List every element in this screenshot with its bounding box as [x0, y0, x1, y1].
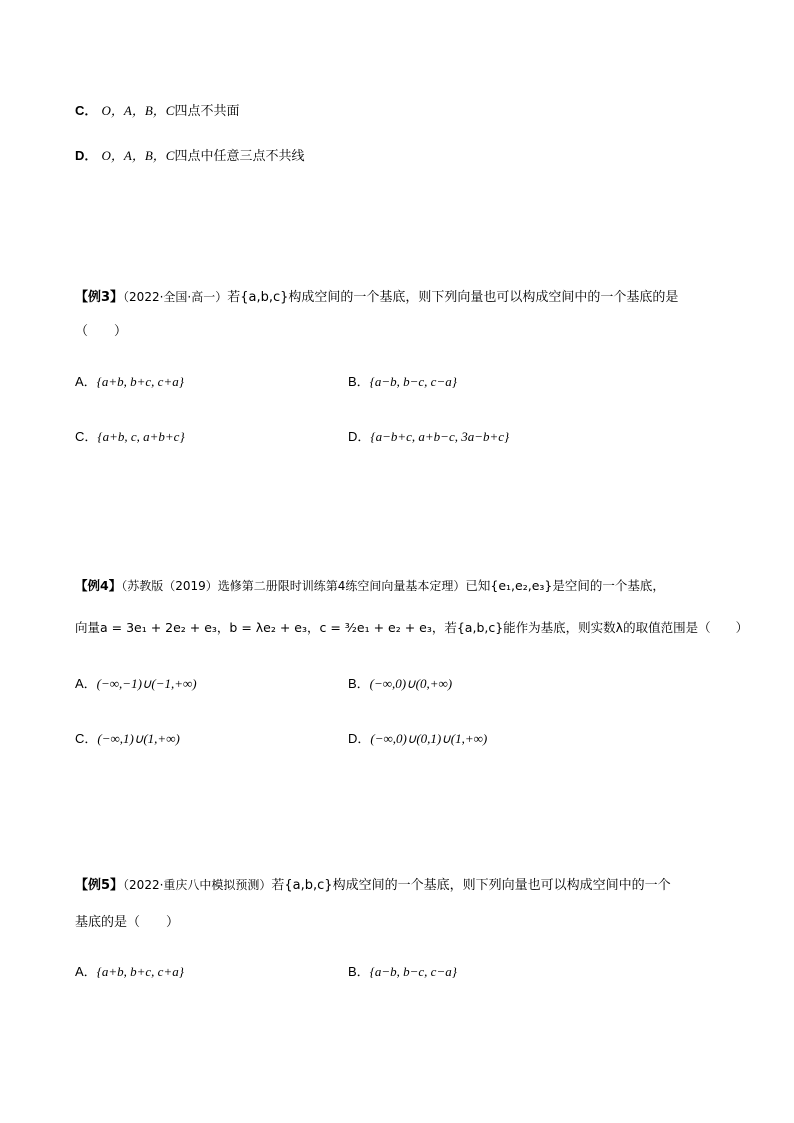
example-stem-text: 若{a,b,c}构成空间的一个基底，则下列向量也可以构成空间中的一个 [271, 878, 671, 893]
example4-option-c [75, 729, 180, 750]
option-letter: A． [75, 374, 97, 389]
option-expr: (−∞,0)∪(0,+∞) [369, 676, 453, 691]
example-tag: 【例4】 [75, 578, 122, 593]
option-text: 四点中任意三点不共线 [174, 149, 305, 164]
example4-stem-cont [75, 618, 748, 638]
option-c-prev [75, 101, 240, 122]
option-letter: D． [75, 148, 98, 163]
option-letter: C． [75, 429, 98, 444]
option-letter: D． [348, 731, 371, 746]
option-d-prev [75, 146, 305, 167]
option-letter: B． [348, 676, 370, 691]
option-letter: C． [75, 103, 98, 118]
example5-option-a [75, 962, 184, 983]
option-text: 四点不共面 [174, 104, 240, 119]
option-letter: A． [75, 676, 97, 691]
option-letter: A． [75, 964, 97, 979]
option-points: O，A，B，C [101, 148, 175, 163]
example4-stem [75, 576, 665, 596]
answer-blank: （ ） [75, 324, 128, 339]
example3-stem-cont [75, 322, 127, 342]
example4-option-a [75, 674, 197, 695]
option-expr: (−∞,1)∪(1,+∞) [97, 731, 180, 746]
example5-stem [75, 875, 671, 896]
example5-stem-cont [75, 913, 179, 933]
option-letter: B． [348, 964, 370, 979]
example4-option-d [348, 729, 487, 750]
option-expr: {a+b, b+c, c+a} [96, 964, 184, 979]
example-source: （2022·重庆八中模拟预测） [123, 878, 272, 892]
option-expr: (−∞,−1)∪(−1,+∞) [96, 676, 197, 691]
example3-option-c [75, 427, 185, 448]
example-stem-text: 若{a,b,c}构成空间的一个基底，则下列向量也可以构成空间中的一个基底的是 [227, 290, 679, 305]
option-expr: {a+b, c, a+b+c} [97, 429, 185, 444]
option-expr: (−∞,0)∪(0,1)∪(1,+∞) [370, 731, 488, 746]
example-tag: 【例5】 [75, 878, 124, 893]
example3-option-d [348, 427, 509, 448]
option-expr: {a+b, b+c, c+a} [96, 374, 184, 389]
example5-option-b [348, 962, 457, 983]
example3-stem [75, 287, 678, 308]
option-letter: B． [348, 374, 370, 389]
option-expr: {a−b+c, a+b−c, 3a−b+c} [370, 429, 510, 444]
option-letter: D． [348, 429, 371, 444]
example-source: （2022·全国·高一） [123, 290, 228, 304]
option-letter: C． [75, 731, 98, 746]
example3-option-b [348, 372, 457, 393]
example-stem-text: 已知{e₁,e₂,e₃}是空间的一个基底， [465, 578, 665, 593]
example-source: （苏教版（2019）选修第二册限时训练第4练空间向量基本定理） [121, 579, 466, 593]
example-stem-text: 基底的是（ ） [75, 915, 180, 930]
option-points: O，A，B，C [101, 103, 175, 118]
example-stem-text: 向量a = 3e₁ + 2e₂ + e₃，b = λe₂ + e₃，c = ³⁄₂e₁ + e₂ + e₃，若{a,b,c}能作为基底，则实数λ的取值范围是（ ） [75, 620, 749, 635]
example-tag: 【例3】 [75, 290, 124, 305]
example3-option-a [75, 372, 184, 393]
option-expr: {a−b, b−c, c−a} [369, 374, 457, 389]
example4-option-b [348, 674, 452, 695]
option-expr: {a−b, b−c, c−a} [369, 964, 457, 979]
